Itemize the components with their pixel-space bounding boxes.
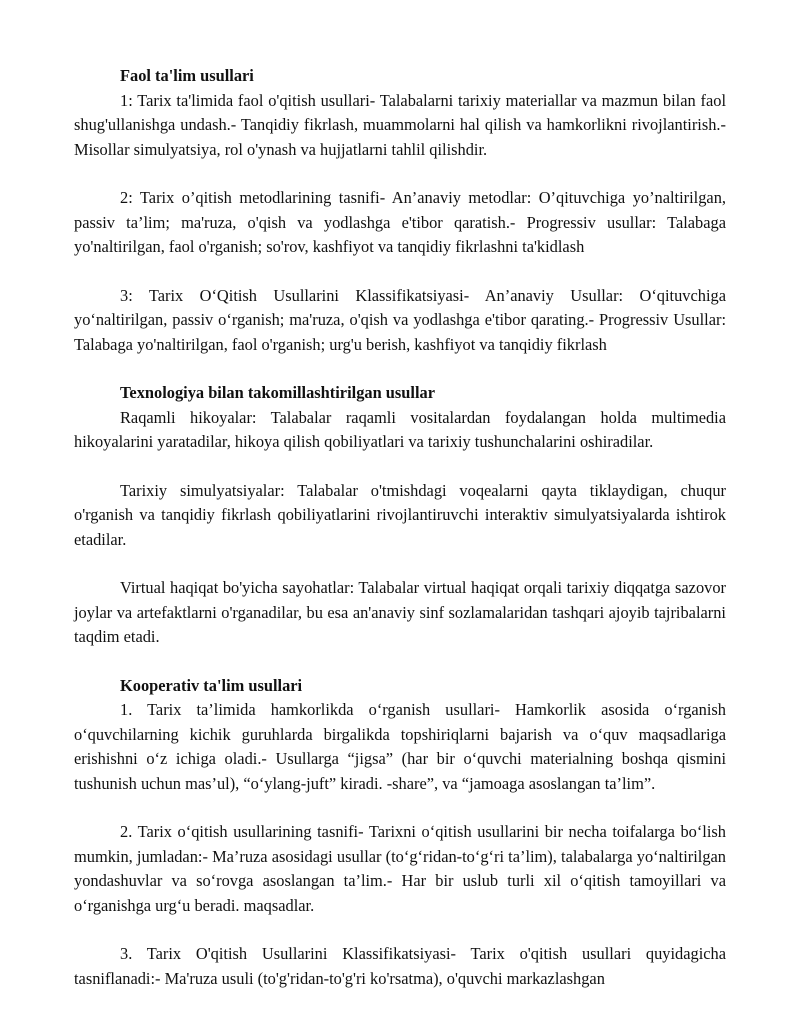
paragraph: 3. Tarix O'qitish Usullarini Klassifikatsiyasi- Tarix o'qitish usullari quyidagicha tasniflanadi:- Ma'ruza usuli (to'g'ridan-to'g'ri ko'rsatma), o'quvchi markazlashgan	[74, 944, 726, 988]
section-heading: Faol ta'lim usullari	[120, 66, 254, 85]
paragraph: 2. Tarix o‘qitish usullarining tasnifi- Tarixni o‘qitish usullarini bir necha toifalarga bo‘lish mumkin, jumladan:- Ma’ruza asosidagi usullar (to‘g‘ridan-to‘g‘ri ta’lim), talabalarga yo‘naltirilgan yondashuvlar va so‘rovga asoslangan ta’lim.- Har bir uslub turli xil o‘qitish tamoyillari va o‘rganishga urg‘u beradi. maqsadlar.	[74, 822, 726, 915]
section-heading: Texnologiya bilan takomillashtirilgan usullar	[120, 383, 435, 402]
paragraph: 2: Tarix o’qitish metodlarining tasnifi- An’anaviy metodlar: O’qituvchiga yo’naltirilgan, passiv ta’lim; ma'ruza, o'qish va yodlashga e'tibor qaratish.- Progressiv usullar: Talabaga yo'naltirilgan, faol o'rganish; so'rov, kashfiyot va tanqidiy fikrlashni ta'kidlash	[74, 188, 726, 256]
paragraph: Virtual haqiqat bo'yicha sayohatlar: Talabalar virtual haqiqat orqali tarixiy diqqatga sazovor joylar va artefaktlarni o'rganadilar, bu esa an'anaviy sinf sozlamalaridan tashqari ajoyib tajribalarni taqdim etadi.	[74, 578, 726, 646]
section-active-learning	[74, 64, 726, 357]
section-technology-methods	[74, 381, 726, 650]
paragraph: 1: Tarix ta'limida faol o'qitish usullari- Talabalarni tarixiy materiallar va mazmun bilan faol shug'ullanishga undash.- Tanqidiy fikrlash, muammolarni hal qilish va hamkorlikni rivojlantirish.- Misollar simulyatsiya, rol o'ynash va hujjatlarni tahlil qilishdir.	[74, 90, 726, 159]
paragraph: Raqamli hikoyalar: Talabalar raqamli vositalardan foydalangan holda multimedia hikoyalarini yaratadilar, hikoya qilish qobiliyatlari va tarixiy tushunchalarini oshiradilar.	[74, 407, 726, 451]
section-heading: Kooperativ ta'lim usullari	[120, 675, 303, 695]
section-cooperative-learning	[74, 674, 726, 992]
paragraph: 3: Tarix O‘Qitish Usullarini Klassifikatsiyasi- An’anaviy Usullar: O‘qituvchiga yo‘naltirilgan, passiv o‘rganish; ma'ruza, o'qish va yodlashga e'tibor qarating.- Progressiv Usullar: Talabaga yo'naltirilgan, faol o'rganish; urg'u berish, kashfiyot va tanqidiy fikrlash	[74, 285, 726, 354]
paragraph: Tarixiy simulyatsiyalar: Talabalar o'tmishdagi voqealarni qayta tiklaydigan, chuqur o'rganish va tanqidiy fikrlash qobiliyatlarini rivojlantiruvchi interaktiv simulyatsiyalarda ishtirok etadilar.	[74, 480, 726, 549]
paragraph: 1. Tarix ta’limida hamkorlikda o‘rganish usullari- Hamkorlik asosida o‘rganish o‘quvchilarning kichik guruhlarda birgalikda topshiriqlarni bajarish va o‘quv maqsadlariga erishishni o‘z ichiga oladi.- Usullarga “jigsa” (har bir o‘quvchi materialning boshqa qismini tushunish uchun mas’ul), “o‘ylang-juft” kiradi. -share”, va “jamoaga asoslangan ta’lim”.	[74, 700, 726, 793]
